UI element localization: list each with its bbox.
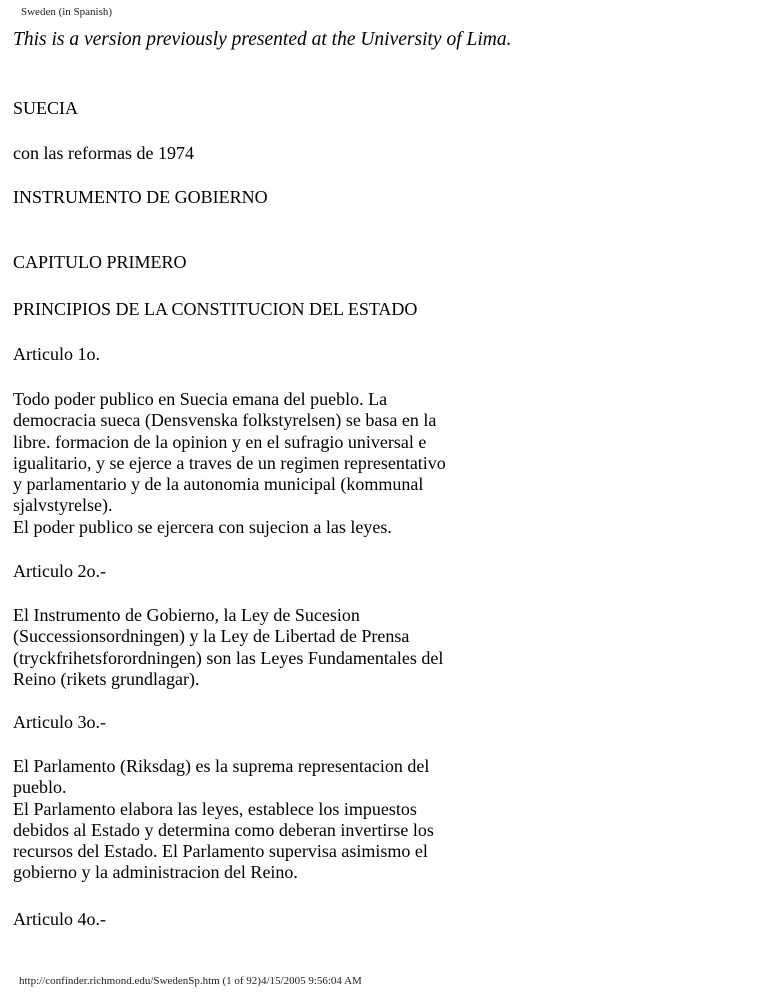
instrument-title: INSTRUMENTO DE GOBIERNO xyxy=(13,187,268,207)
article-1-body xyxy=(13,389,653,538)
article-2-heading: Articulo 2o.- xyxy=(13,561,106,581)
subtitle: con las reformas de 1974 xyxy=(13,143,194,163)
text-line: El poder publico se ejercera con sujecion a las leyes. xyxy=(13,516,392,537)
text-line: (Successionsordningen) y la Ley de Libertad de Prensa xyxy=(13,626,410,647)
text-line: El Parlamento (Riksdag) es la suprema representacion del xyxy=(13,756,430,776)
page-footer: http://confinder.richmond.edu/SwedenSp.htm (1 of 92)4/15/2005 9:56:04 AM xyxy=(19,975,362,987)
article-4-heading: Articulo 4o.- xyxy=(13,909,106,929)
text-line: Reino (rikets grundlagar). xyxy=(13,668,200,689)
text-line: Todo poder publico en Suecia emana del pueblo. La xyxy=(13,389,388,409)
text-line: (tryckfrihetsforordningen) son las Leyes Fundamentales del xyxy=(13,647,444,668)
chapter-title: CAPITULO PRIMERO xyxy=(13,252,187,272)
page-header: Sweden (in Spanish) xyxy=(21,6,113,18)
text-line: igualitario, y se ejerce a traves de un regimen representativo xyxy=(13,452,446,473)
text-line: democracia sueca (Densvenska folkstyrelsen) se basa en la xyxy=(13,410,437,431)
article-3-body xyxy=(13,756,653,884)
article-2-body xyxy=(13,605,653,690)
text-line: debidos al Estado y determina como deberan invertirse los xyxy=(13,819,434,840)
text-line: pueblo. xyxy=(13,777,67,798)
article-1-heading: Articulo 1o. xyxy=(13,344,100,364)
article-3-heading: Articulo 3o.- xyxy=(13,712,106,732)
text-line: y parlamentario y de la autonomia municipal (kommunal xyxy=(13,474,424,495)
text-line: sjalvstyrelse). xyxy=(13,495,113,516)
intro-note: This is a version previously presented at the University of Lima. xyxy=(13,29,512,50)
text-line: El Instrumento de Gobierno, la Ley de Sucesion xyxy=(13,605,360,625)
chapter-subtitle: PRINCIPIOS DE LA CONSTITUCION DEL ESTADO xyxy=(13,299,418,319)
text-line: libre. formacion de la opinion y en el sufragio universal e xyxy=(13,431,427,452)
text-line: El Parlamento elabora las leyes, establece los impuestos xyxy=(13,798,417,819)
text-line: gobierno y la administracion del Reino. xyxy=(13,862,298,883)
country-title: SUECIA xyxy=(13,98,79,118)
text-line: recursos del Estado. El Parlamento supervisa asimismo el xyxy=(13,841,428,862)
